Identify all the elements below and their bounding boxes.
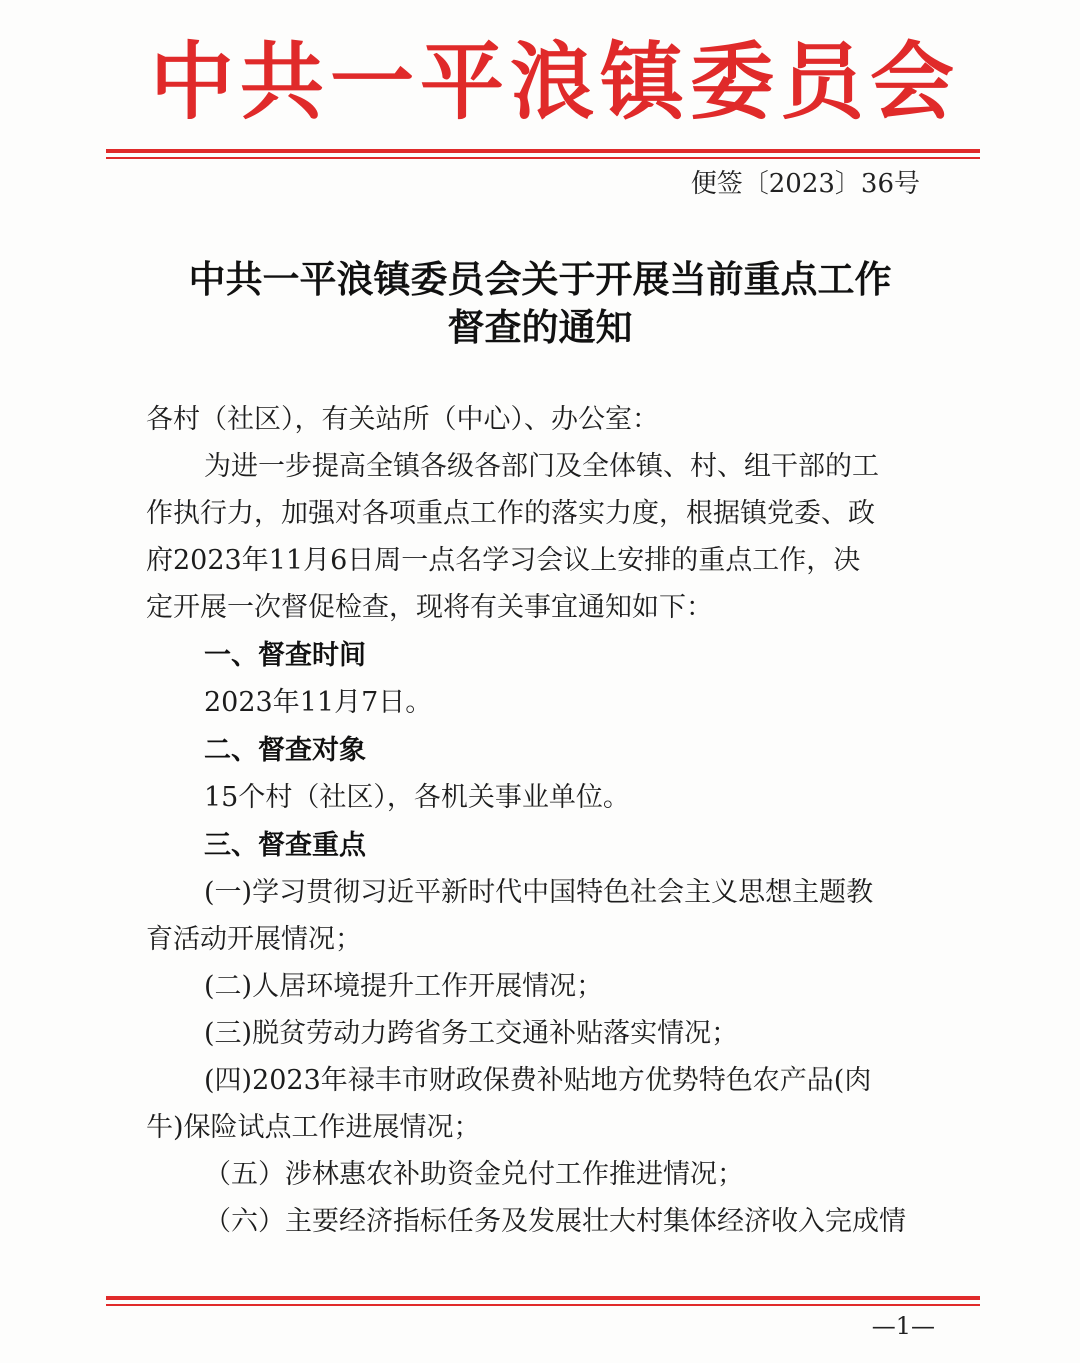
focus-item-line: 育活动开展情况； (146, 924, 362, 955)
salutation: 各村（社区），有关站所（中心）、办公室： (146, 404, 659, 435)
section-heading-target: 二、督查对象 (204, 735, 366, 766)
page-number: —1— (871, 1312, 935, 1340)
document-title-line-1: 中共一平浪镇委员会关于开展当前重点工作 (188, 258, 892, 301)
focus-item-line: (四)2023年禄丰市财政保费补贴地方优势特色农产品(肉 (204, 1065, 872, 1096)
document-title-line-2: 督查的通知 (447, 306, 633, 349)
intro-line: 定开展一次督促检查，现将有关事宜通知如下： (146, 592, 713, 623)
masthead-red-rule-thick (106, 149, 980, 153)
footer-red-rule-thick (106, 1296, 980, 1300)
focus-item-line: (二)人居环境提升工作开展情况； (204, 971, 604, 1002)
section-text-target: 15个村（社区），各机关事业单位。 (204, 782, 630, 813)
focus-item-line: （五）涉林惠农补助资金兑付工作推进情况； (204, 1159, 744, 1190)
masthead-red-rule-thin (106, 157, 980, 159)
focus-item-line: （六）主要经济指标任务及发展壮大村集体经济收入完成情 (204, 1206, 906, 1237)
masthead-org-name: 中共一平浪镇委员会 (150, 32, 961, 131)
intro-line: 府2023年11月6日周一点名学习会议上安排的重点工作，决 (146, 545, 861, 576)
intro-line: 为进一步提高全镇各级各部门及全体镇、村、组干部的工 (204, 451, 879, 482)
section-text-time: 2023年11月7日。 (204, 687, 433, 718)
document-number: 便签〔2023〕36号 (690, 169, 920, 199)
focus-item-line: (一)学习贯彻习近平新时代中国特色社会主义思想主题教 (204, 877, 874, 908)
intro-line: 作执行力，加强对各项重点工作的落实力度，根据镇党委、政 (146, 498, 875, 529)
section-heading-time: 一、督查时间 (204, 640, 366, 671)
footer-red-rule-thin (106, 1304, 980, 1306)
focus-item-line: 牛)保险试点工作进展情况； (146, 1112, 481, 1143)
section-heading-focus: 三、督查重点 (204, 830, 366, 861)
focus-item-line: (三)脱贫劳动力跨省务工交通补贴落实情况； (204, 1018, 739, 1049)
